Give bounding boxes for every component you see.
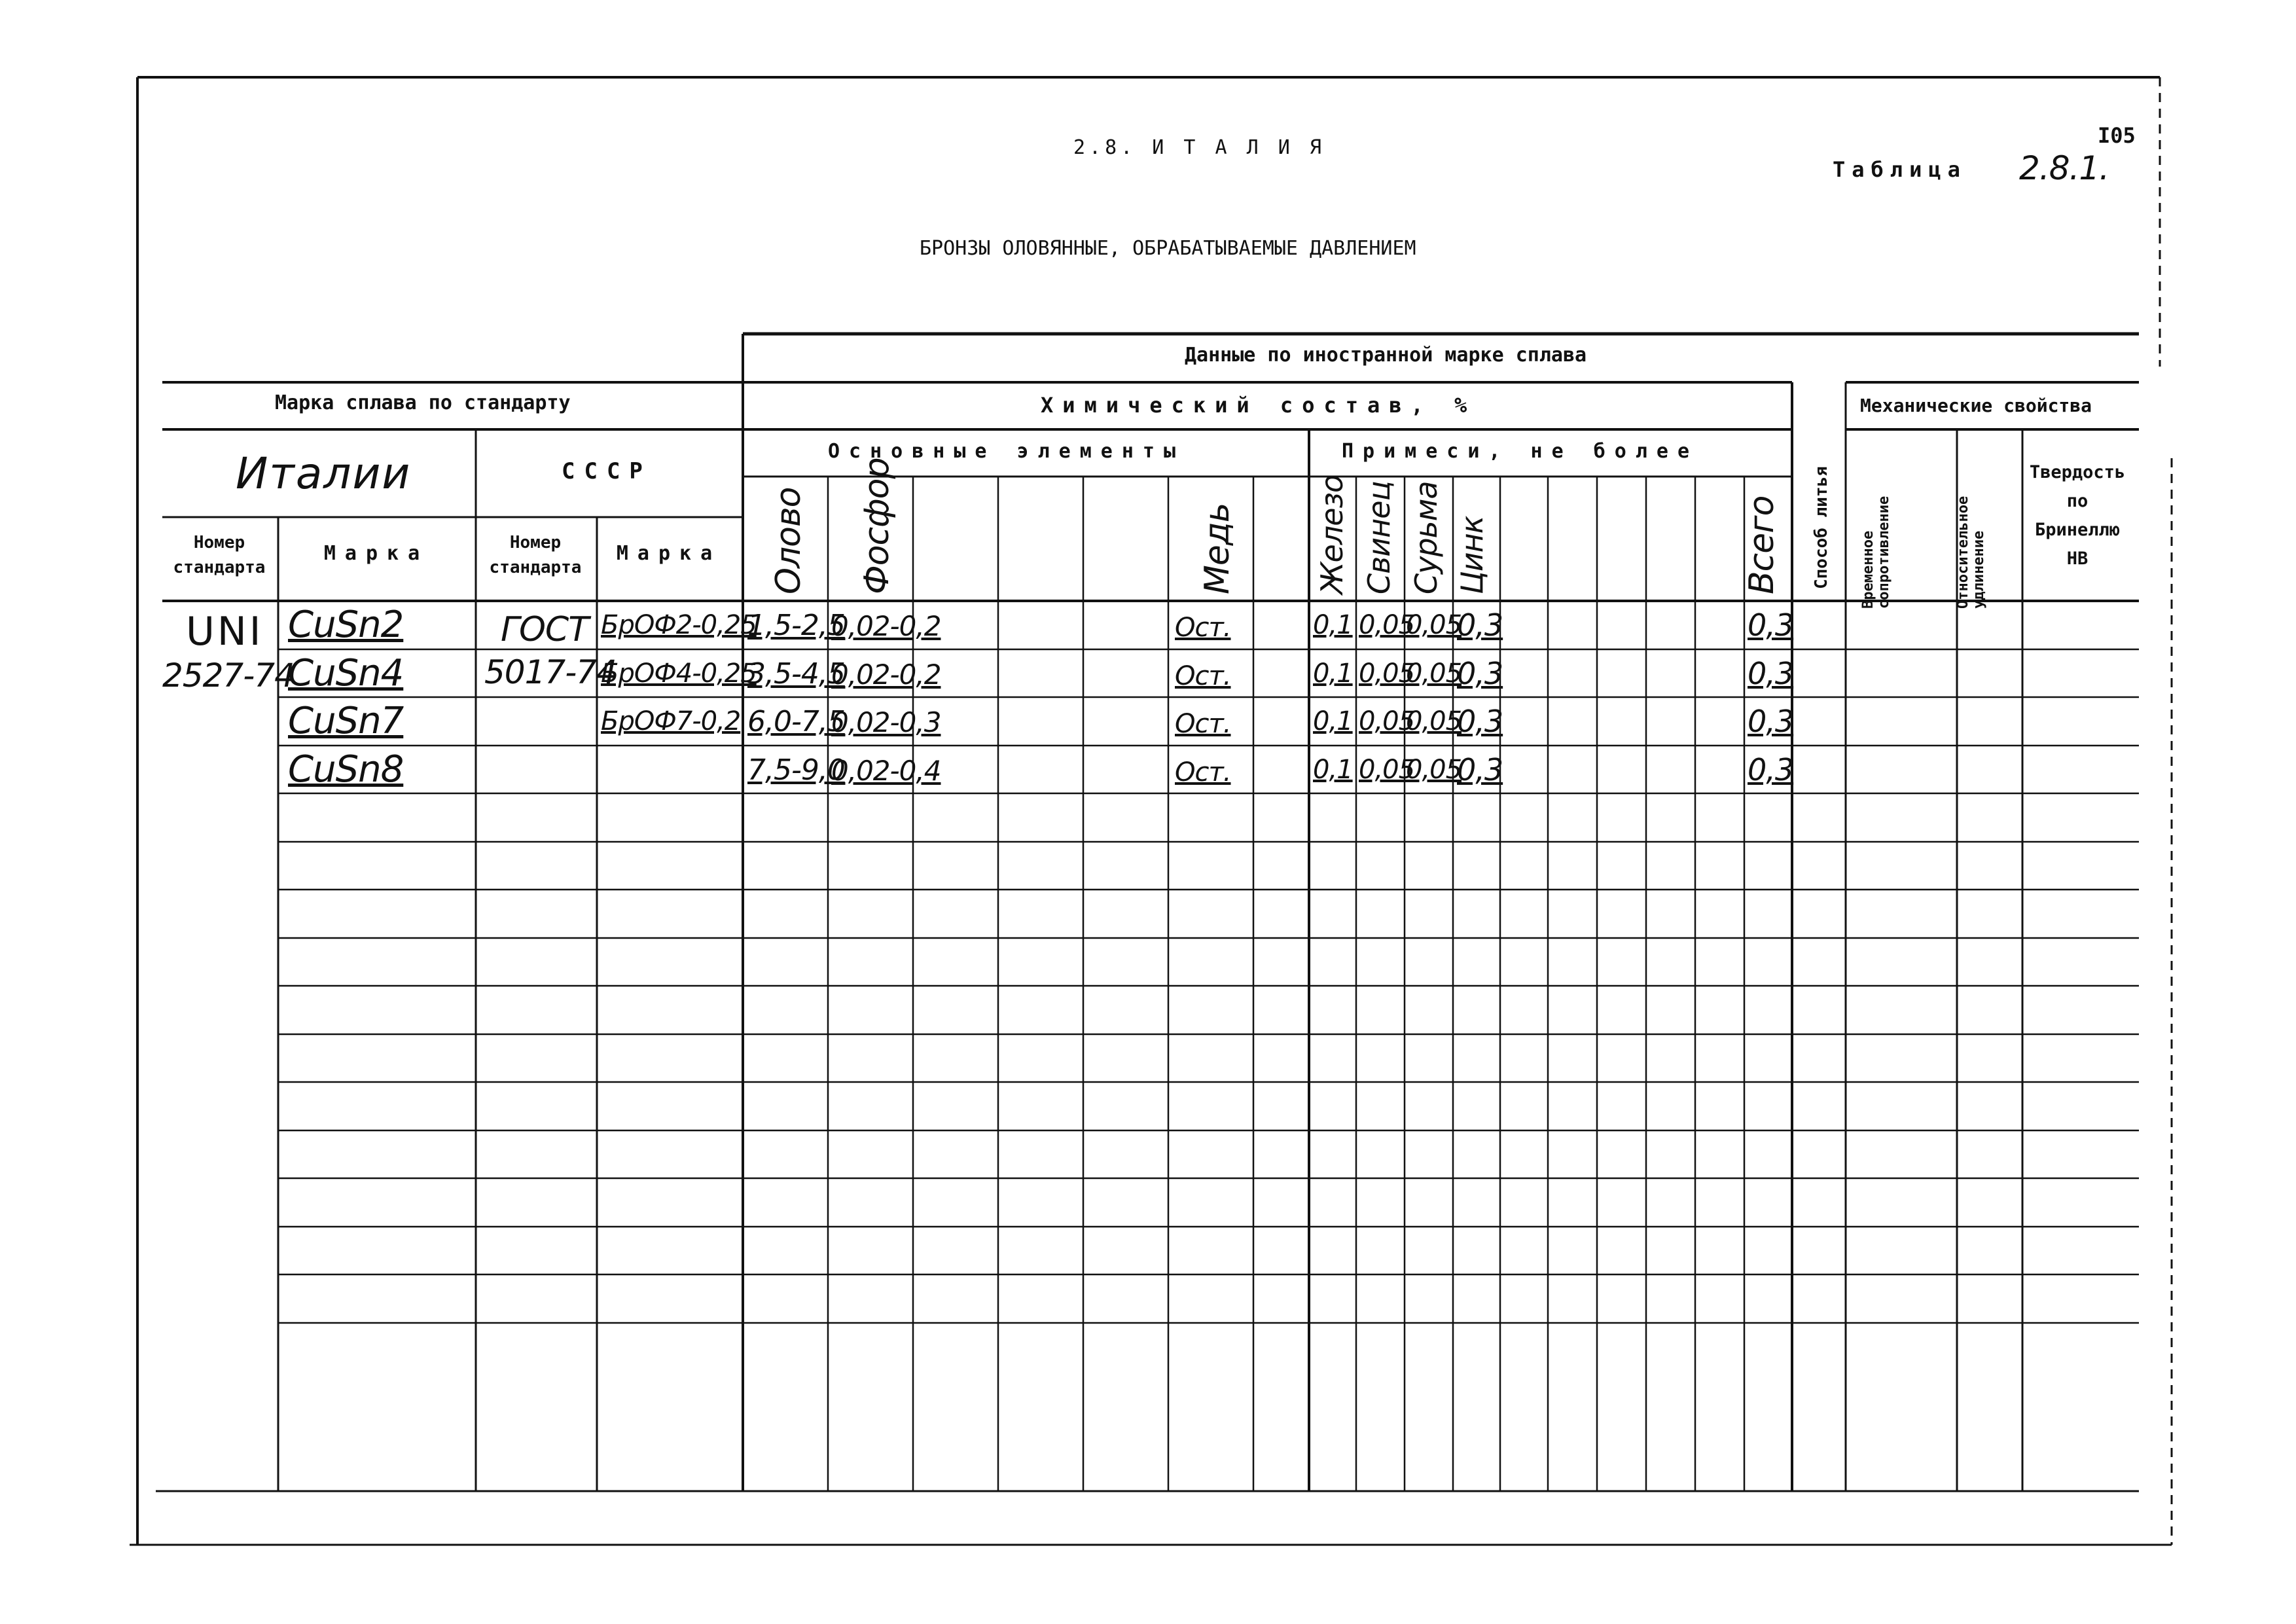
cell-phosphorus: 0,02-0,2 — [831, 610, 941, 642]
cell-copper: Ост. — [1175, 709, 1231, 739]
cell-iron: 0,1 — [1313, 755, 1353, 785]
chemical-composition-header: Химический состав, % — [1041, 393, 1477, 418]
cell-phosphorus: 0,02-0,3 — [831, 706, 941, 738]
cell-tin: 3,5-4,5 — [747, 657, 845, 691]
cell-ussr-grade: БрОФ7-0,2 — [601, 706, 741, 736]
ussr-header: СССР — [562, 458, 652, 484]
col-casting-method-header: Способ литья — [1812, 466, 1831, 589]
cell-italy-grade: CuSn8 — [288, 748, 404, 791]
cell-total: 0,3 — [1748, 704, 1794, 739]
impurities-header: Примеси, не более — [1342, 440, 1699, 463]
grade-header-2: Марка — [616, 542, 722, 565]
cell-copper: Ост. — [1175, 613, 1231, 643]
cell-lead: 0,05 — [1359, 706, 1415, 736]
cell-zinc: 0,3 — [1457, 656, 1503, 691]
std-number-header-2: Номер стандарта — [489, 533, 582, 577]
cell-antimony: 0,05 — [1406, 755, 1462, 785]
col-phosphorus-header: Фосфор — [857, 458, 897, 594]
cell-antimony: 0,05 — [1406, 659, 1462, 689]
col-tin-header: Олово — [769, 487, 808, 594]
table-number: 2.8.1. — [2019, 149, 2109, 187]
col-lead-header: Свинец — [1361, 481, 1397, 594]
cell-lead: 0,05 — [1359, 755, 1415, 785]
cell-total: 0,3 — [1748, 752, 1794, 787]
cell-total: 0,3 — [1748, 607, 1794, 643]
italy-std-code: UNI — [186, 609, 264, 655]
col-copper-header: Медь — [1198, 503, 1237, 594]
cell-zinc: 0,3 — [1457, 607, 1503, 643]
page-number: I05 — [2098, 123, 2136, 148]
col-zinc-header: Цинк — [1454, 516, 1490, 594]
col-iron-header: Железо — [1314, 475, 1350, 594]
table-label: Таблица — [1833, 157, 1967, 182]
cell-tin: 1,5-2,5 — [747, 609, 845, 642]
cell-iron: 0,1 — [1313, 610, 1353, 640]
cell-tin: 7,5-9,0 — [747, 753, 845, 787]
cell-phosphorus: 0,02-0,4 — [831, 755, 941, 787]
col-antimony-header: Сурьма — [1408, 481, 1444, 594]
cell-iron: 0,1 — [1313, 706, 1353, 736]
cell-tin: 6,0-7,5 — [747, 705, 845, 738]
cell-lead: 0,05 — [1359, 659, 1415, 689]
italy-std-number: 2527-74 — [162, 657, 295, 695]
cell-italy-grade: CuSn7 — [288, 700, 404, 742]
document-title: БРОНЗЫ ОЛОВЯННЫЕ, ОБРАБАТЫВАЕМЫЕ ДАВЛЕНИЕМ — [920, 237, 1416, 260]
col-elongation-header: Относительное удлинение — [1955, 496, 1987, 609]
ussr-std-code: ГОСТ — [501, 610, 588, 649]
col-tensile-header: Временное сопротивление — [1860, 496, 1892, 609]
ussr-std-number: 5017-74 — [484, 653, 617, 691]
foreign-data-header: Данные по иностранной марке сплава — [1185, 344, 1587, 367]
cell-antimony: 0,05 — [1406, 706, 1462, 736]
mechanical-props-header: Механические свойства — [1860, 395, 2092, 416]
cell-zinc: 0,3 — [1457, 704, 1503, 739]
col-total-header: Всего — [1742, 496, 1782, 594]
cell-italy-grade: CuSn2 — [288, 604, 404, 646]
cell-lead: 0,05 — [1359, 610, 1415, 640]
cell-ussr-grade: БрОФ2-0,25 — [601, 610, 757, 640]
std-number-header: Номер стандарта — [173, 533, 266, 577]
cell-antimony: 0,05 — [1406, 610, 1462, 640]
cell-copper: Ост. — [1175, 661, 1231, 691]
grade-header: Марка — [323, 542, 429, 565]
cell-italy-grade: CuSn4 — [288, 652, 404, 695]
section-title: 2.8. И Т А Л И Я — [1073, 136, 1325, 159]
cell-phosphorus: 0,02-0,2 — [831, 659, 941, 691]
cell-total: 0,3 — [1748, 656, 1794, 691]
cell-ussr-grade: БрОФ4-0,25 — [601, 659, 757, 689]
cell-zinc: 0,3 — [1457, 752, 1503, 787]
italy-header: Италии — [236, 448, 412, 499]
alloy-by-standard-header: Марка сплава по стандарту — [275, 391, 571, 414]
cell-copper: Ост. — [1175, 757, 1231, 787]
cell-iron: 0,1 — [1313, 659, 1353, 689]
col-hardness-header: Твердость по Бринеллю НВ — [2029, 462, 2126, 569]
main-elements-header: Основные элементы — [828, 440, 1185, 463]
